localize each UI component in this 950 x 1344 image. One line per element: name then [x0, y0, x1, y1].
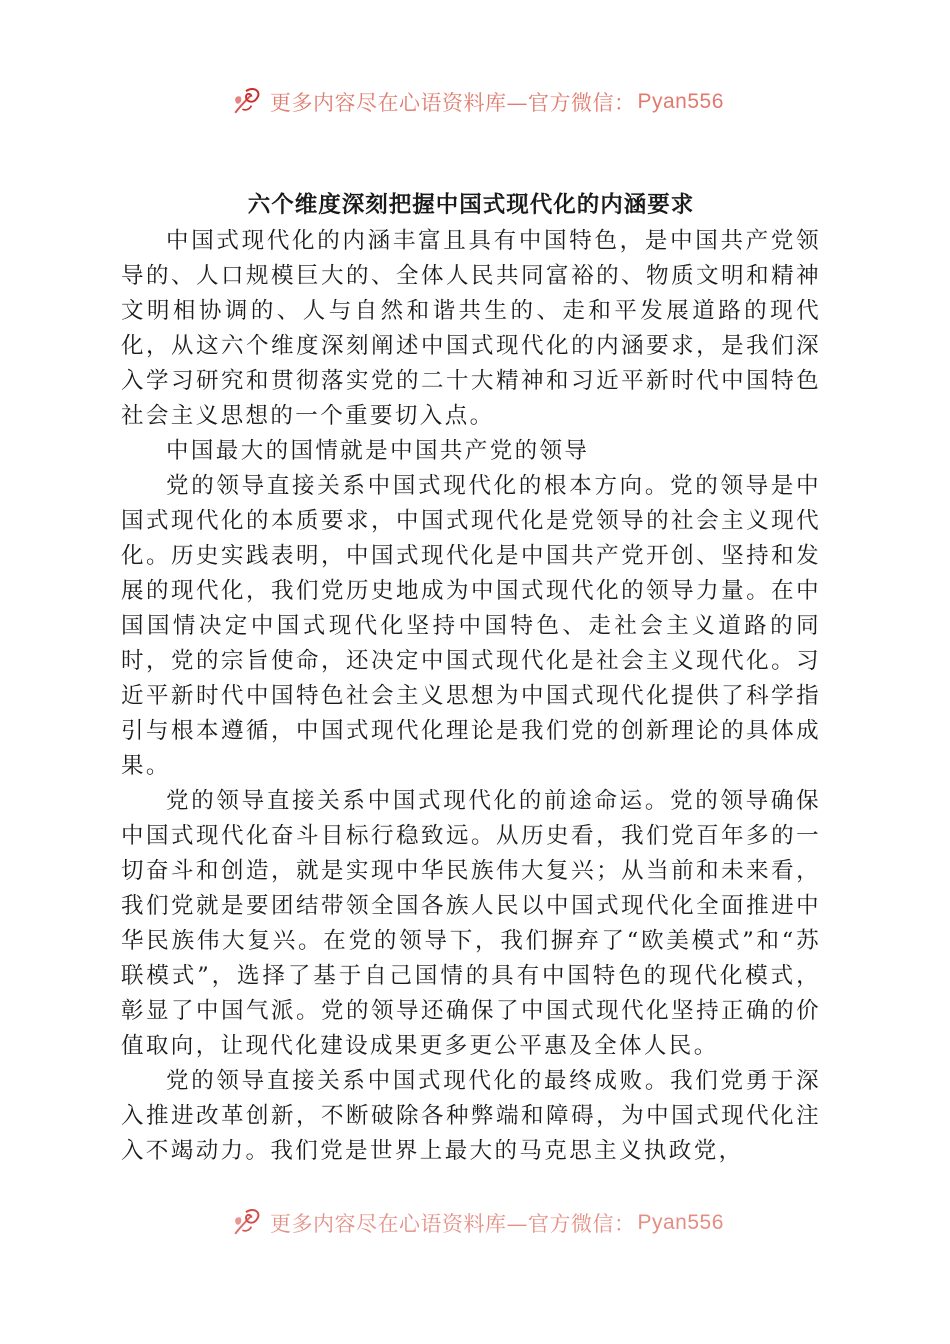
paragraph-intro: 中国式现代化的内涵丰富且具有中国特色，是中国共产党领导的、人口规模巨大的、全体人民共同富裕的、物质文明和精神文明相协调的、人与自然和谐共生的、走和平发展道路的现代化，从这六个维度深刻阐述中国式现代化的内涵要求，是我们深入学习研究和贯彻落实党的二十大精神和习近平新时代中国特色社会主义思想的一个重要切入点。: [121, 228, 821, 429]
rose-logo-icon: [228, 84, 264, 120]
watermark-text: 更多内容尽在心语资料库—官方微信：: [270, 1212, 636, 1236]
header-watermark: [228, 82, 724, 122]
rose-logo-icon: [228, 1205, 264, 1241]
paragraph-success: 党的领导直接关系中国式现代化的最终成败。我们党勇于深入推进改革创新，不断破除各种弊端和障碍，为中国式现代化注入不竭动力。我们党是世界上最大的马克思主义执政党，: [121, 1068, 821, 1164]
paragraph-destiny: 党的领导直接关系中国式现代化的前途命运。党的领导确保中国式现代化奋斗目标行稳致远。从历史看，我们党百年多的一切奋斗和创造，就是实现中华民族伟大复兴；从当前和未来看，我们党就是要团结带领全国各族人民以中国式现代化全面推进中华民族伟大复兴。在党的领导下，我们摒弃了“欧美模式”和“苏联模式”，选择了基于自己国情的具有中国特色的现代化模式，彰显了中国气派。党的领导还确保了中国式现代化坚持正确的价值取向，让现代化建设成果更多更公平惠及全体人民。: [121, 788, 821, 1059]
document-body: [121, 186, 821, 1169]
section-heading: 中国最大的国情就是中国共产党的领导: [166, 438, 590, 464]
watermark-wechat-id: Pyan556: [637, 1211, 724, 1234]
document-title: 六个维度深刻把握中国式现代化的内涵要求: [247, 192, 695, 218]
watermark-text: 更多内容尽在心语资料库—官方微信：: [270, 91, 636, 115]
watermark-wechat-id: Pyan556: [637, 90, 724, 113]
paragraph-direction: 党的领导直接关系中国式现代化的根本方向。党的领导是中国式现代化的本质要求，中国式现代化是党领导的社会主义现代化。历史实践表明，中国式现代化是中国共产党开创、坚持和发展的现代化，我们党历史地成为中国式现代化的领导力量。在中国国情决定中国式现代化坚持中国特色、走社会主义道路的同时，党的宗旨使命，还决定中国式现代化是社会主义现代化。习近平新时代中国特色社会主义思想为中国式现代化提供了科学指引与根本遵循，中国式现代化理论是我们党的创新理论的具体成果。: [121, 473, 821, 779]
footer-watermark: [228, 1203, 724, 1243]
